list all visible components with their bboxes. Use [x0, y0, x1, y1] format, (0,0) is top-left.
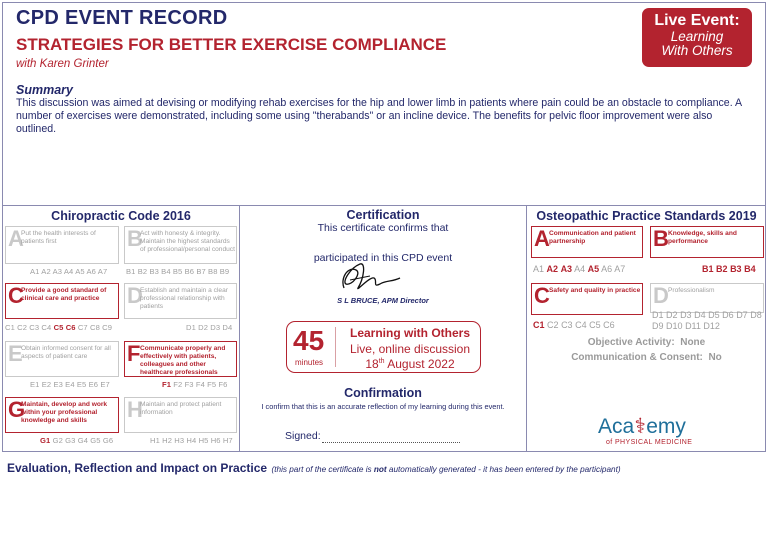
code-d3: D3 — [210, 323, 221, 332]
chiro-standard-e — [5, 341, 119, 377]
event-mode: Live, online discussion — [349, 342, 471, 356]
code-a2: A2 — [546, 264, 559, 274]
event-title: STRATEGIES FOR BETTER EXERCISE COMPLIANCE — [16, 35, 447, 54]
code-a2: A2 — [41, 267, 51, 276]
standard-letter: F — [127, 341, 141, 366]
code-d5: D5 — [708, 310, 720, 320]
code-a1: A1 — [30, 267, 40, 276]
evaluation-heading: Evaluation, Reflection and Impact on Practice — [7, 461, 268, 475]
objective-activity — [527, 337, 766, 348]
code-a1: A1 — [533, 264, 545, 274]
code-c8: C8 — [89, 323, 100, 332]
code-c3: C3 — [29, 323, 40, 332]
code-d1: D1 — [652, 310, 664, 320]
code-f5: F5 — [207, 380, 217, 389]
signed-label: Signed: — [285, 430, 321, 442]
code-h3: H3 — [174, 436, 185, 445]
standard-text: Provide a good standard of clinical care and practice — [21, 287, 107, 302]
osteo-codes-a — [533, 264, 625, 274]
confirmation-heading: Confirmation — [344, 386, 422, 400]
chiro-codes-b — [126, 267, 229, 276]
academy-logo — [598, 414, 718, 448]
standard-text: Professionalism — [668, 287, 715, 294]
logo-text-a: Aca — [598, 415, 635, 438]
chiro-codes-c — [5, 323, 112, 332]
code-f2: F2 — [173, 380, 183, 389]
code-d1: D1 — [186, 323, 196, 332]
code-d9: D9 — [652, 321, 664, 331]
code-g2: G2 — [52, 436, 63, 445]
note-post: automatically generated - it has been entered by the participant) — [386, 465, 621, 474]
code-d7: D7 — [736, 310, 748, 320]
date-rest: August 2022 — [384, 357, 455, 371]
chiro-standard-f — [124, 341, 237, 377]
code-h4: H4 — [186, 436, 197, 445]
standard-letter: A — [8, 226, 24, 251]
code-d2: D2 — [666, 310, 678, 320]
code-b3: B3 — [730, 264, 742, 274]
code-a3: A3 — [560, 264, 573, 274]
code-e6: E6 — [88, 380, 99, 389]
standard-letter: D — [127, 283, 143, 308]
chiro-standard-g — [5, 397, 119, 433]
note-pre: (this part of the certificate is — [271, 465, 374, 474]
code-a5: A5 — [75, 267, 85, 276]
chiro-codes-e — [30, 380, 110, 389]
chiro-standard-h — [124, 397, 237, 433]
summary-text: This discussion was aimed at devising or modifying rehab exercises for the hip and lower limb in patients where pain could be an obstacle to compliance. A number of exercises were demonstrated, including some using "therabands" or an incline device. The benefits for pelvic floor improvement were also outlined. — [16, 97, 742, 135]
code-c5: C5 — [53, 323, 64, 332]
osteo-codes-c — [533, 320, 615, 330]
code-d6: D6 — [722, 310, 734, 320]
badge-line2: Learning — [670, 29, 724, 44]
code-g3: G3 — [65, 436, 76, 445]
logo-tagline: of PHYSICAL MEDICINE — [606, 439, 693, 446]
osteo-standard-b — [650, 226, 764, 258]
note-bold: not — [373, 465, 387, 474]
signatory-name: S L BRUCE, APM Director — [337, 296, 429, 305]
code-b4: B4 — [161, 267, 171, 276]
presenter-name: with Karen Grinter — [16, 58, 109, 70]
code-b1: B1 — [126, 267, 136, 276]
code-b4: B4 — [744, 264, 756, 274]
code-c6: C6 — [65, 323, 76, 332]
code-c2: C2 — [547, 320, 559, 330]
code-d4: D4 — [222, 323, 233, 332]
date-suffix: th — [378, 358, 385, 365]
chiro-standard-b — [124, 226, 237, 264]
code-a7: A7 — [97, 267, 108, 276]
chiro-codes-d — [186, 323, 232, 332]
standard-letter: C — [534, 283, 550, 308]
code-a6: A6 — [601, 264, 613, 274]
chiro-heading: Chiropractic Code 2016 — [51, 209, 191, 223]
signature-line[interactable] — [322, 442, 460, 443]
code-c1: C1 — [533, 320, 545, 330]
certification-line2: participated in this CPD event — [313, 252, 453, 264]
badge-line1: Live Event: — [654, 12, 740, 29]
code-f4: F4 — [195, 380, 205, 389]
code-e5: E5 — [76, 380, 87, 389]
section-divider — [2, 205, 766, 206]
details-separator — [335, 327, 336, 367]
code-g4: G4 — [77, 436, 89, 445]
code-b9: B9 — [219, 267, 230, 276]
code-h1: H1 — [150, 436, 160, 445]
code-e1: E1 — [30, 380, 40, 389]
duration-value: 45 — [293, 325, 325, 356]
page-title: CPD EVENT RECORD — [16, 7, 228, 29]
osteo-standard-c — [531, 283, 643, 315]
chiro-codes-a — [30, 267, 107, 276]
standard-text: Establish and maintain a clear professional relationship with patients — [140, 287, 228, 310]
standard-text: Communication and patient partnership — [549, 230, 636, 245]
code-b5: B5 — [172, 267, 183, 276]
standard-text: Put the health interests of patients first — [21, 230, 96, 245]
standard-letter: B — [127, 226, 143, 251]
osteo-standard-a — [531, 226, 643, 258]
confirmation-text: I confirm that this is an accurate reflection of my learning during this event. — [261, 402, 505, 411]
code-a7: A7 — [614, 264, 626, 274]
code-a6: A6 — [86, 267, 96, 276]
code-b6: B6 — [184, 267, 195, 276]
code-c6: C6 — [603, 320, 615, 330]
standard-text: Maintain and protect patient information — [140, 401, 222, 416]
chiro-codes-g — [40, 436, 113, 445]
live-event-badge — [642, 8, 752, 67]
badge-line3: With Others — [661, 43, 733, 58]
code-e7: E7 — [100, 380, 110, 389]
chiro-standard-a — [5, 226, 119, 264]
code-h6: H6 — [210, 436, 221, 445]
certification-heading: Certification — [346, 208, 420, 222]
director-signature — [330, 258, 410, 298]
chiro-standard-d — [124, 283, 237, 319]
evaluation-note — [272, 465, 621, 474]
date-day: 18 — [365, 357, 379, 371]
standard-letter: A — [534, 226, 550, 251]
code-f6: F6 — [218, 380, 228, 389]
code-c9: C9 — [102, 323, 113, 332]
code-d3: D3 — [680, 310, 692, 320]
chiro-codes-f — [162, 380, 227, 389]
standard-text: Safety and quality in practice — [549, 287, 641, 294]
standard-letter: C — [8, 283, 24, 308]
code-a4: A4 — [574, 264, 586, 274]
event-date — [341, 357, 479, 371]
code-a4: A4 — [63, 267, 74, 276]
code-c1: C1 — [5, 323, 15, 332]
code-b3: B3 — [149, 267, 159, 276]
code-e2: E2 — [41, 380, 52, 389]
logo-text-b: emy — [646, 415, 686, 438]
standard-letter: D — [653, 283, 669, 308]
code-d10: D10 — [666, 321, 683, 331]
standard-text: Knowledge, skills and performance — [668, 230, 737, 245]
osteo-standard-d — [650, 283, 764, 313]
evaluation-section — [7, 459, 621, 477]
objective-label: Objective Activity: — [587, 337, 675, 348]
code-d2: D2 — [198, 323, 209, 332]
code-h7: H7 — [222, 436, 233, 445]
comm-value: No — [708, 352, 722, 363]
osteo-heading: Osteopathic Practice Standards 2019 — [536, 209, 757, 223]
code-e4: E4 — [65, 380, 75, 389]
standard-letter: E — [8, 341, 23, 366]
code-f3: F3 — [184, 380, 194, 389]
code-b2: B2 — [716, 264, 728, 274]
code-g1: G1 — [40, 436, 51, 445]
duration-unit: minutes — [295, 358, 324, 367]
code-a3: A3 — [52, 267, 63, 276]
code-b7: B7 — [196, 267, 206, 276]
event-type-title: Learning with Others — [349, 326, 470, 340]
code-b1: B1 — [702, 264, 714, 274]
code-c7: C7 — [77, 323, 88, 332]
communication-consent — [527, 352, 766, 363]
code-d8: D8 — [750, 310, 762, 320]
event-details-box — [286, 321, 481, 373]
osteo-codes-b — [702, 264, 756, 274]
code-c4: C4 — [575, 320, 587, 330]
code-d4: D4 — [694, 310, 706, 320]
code-e3: E3 — [53, 380, 63, 389]
code-g5: G5 — [90, 436, 101, 445]
code-f1: F1 — [162, 380, 172, 389]
standard-text: Obtain informed consent for all aspects of patient care — [21, 345, 111, 360]
code-b8: B8 — [208, 267, 218, 276]
code-d12: D12 — [703, 321, 720, 331]
standard-text: Act with honesty & integrity. Maintain the highest standards of professional/personal conduct — [140, 230, 235, 253]
summary-heading: Summary — [16, 83, 73, 97]
chiro-codes-h — [150, 436, 233, 445]
code-d11: D11 — [685, 321, 701, 331]
code-c3: C3 — [561, 320, 573, 330]
code-b2: B2 — [137, 267, 148, 276]
objective-value: None — [680, 337, 706, 348]
standard-text: Communicate properly and effectively with patients, colleagues and other healthcare professionals — [140, 345, 226, 376]
code-a5: A5 — [587, 264, 600, 274]
comm-label: Communication & Consent: — [571, 352, 703, 363]
standard-letter: H — [127, 397, 143, 422]
code-h2: H2 — [162, 436, 173, 445]
standard-text: Maintain, develop and work within your professional knowledge and skills — [21, 401, 108, 424]
code-c2: C2 — [17, 323, 28, 332]
certification-line1: This certificate confirms that — [317, 222, 449, 234]
code-h5: H5 — [198, 436, 209, 445]
standard-letter: G — [8, 397, 26, 422]
column-divider-right — [526, 205, 527, 452]
standard-letter: B — [653, 226, 669, 251]
code-g6: G6 — [102, 436, 114, 445]
column-divider-left — [239, 205, 240, 452]
code-c5: C5 — [589, 320, 601, 330]
logo-staff-icon: ⚕ — [634, 415, 646, 438]
code-c4: C4 — [41, 323, 52, 332]
chiro-standard-c — [5, 283, 119, 319]
osteo-codes-d — [652, 310, 764, 332]
